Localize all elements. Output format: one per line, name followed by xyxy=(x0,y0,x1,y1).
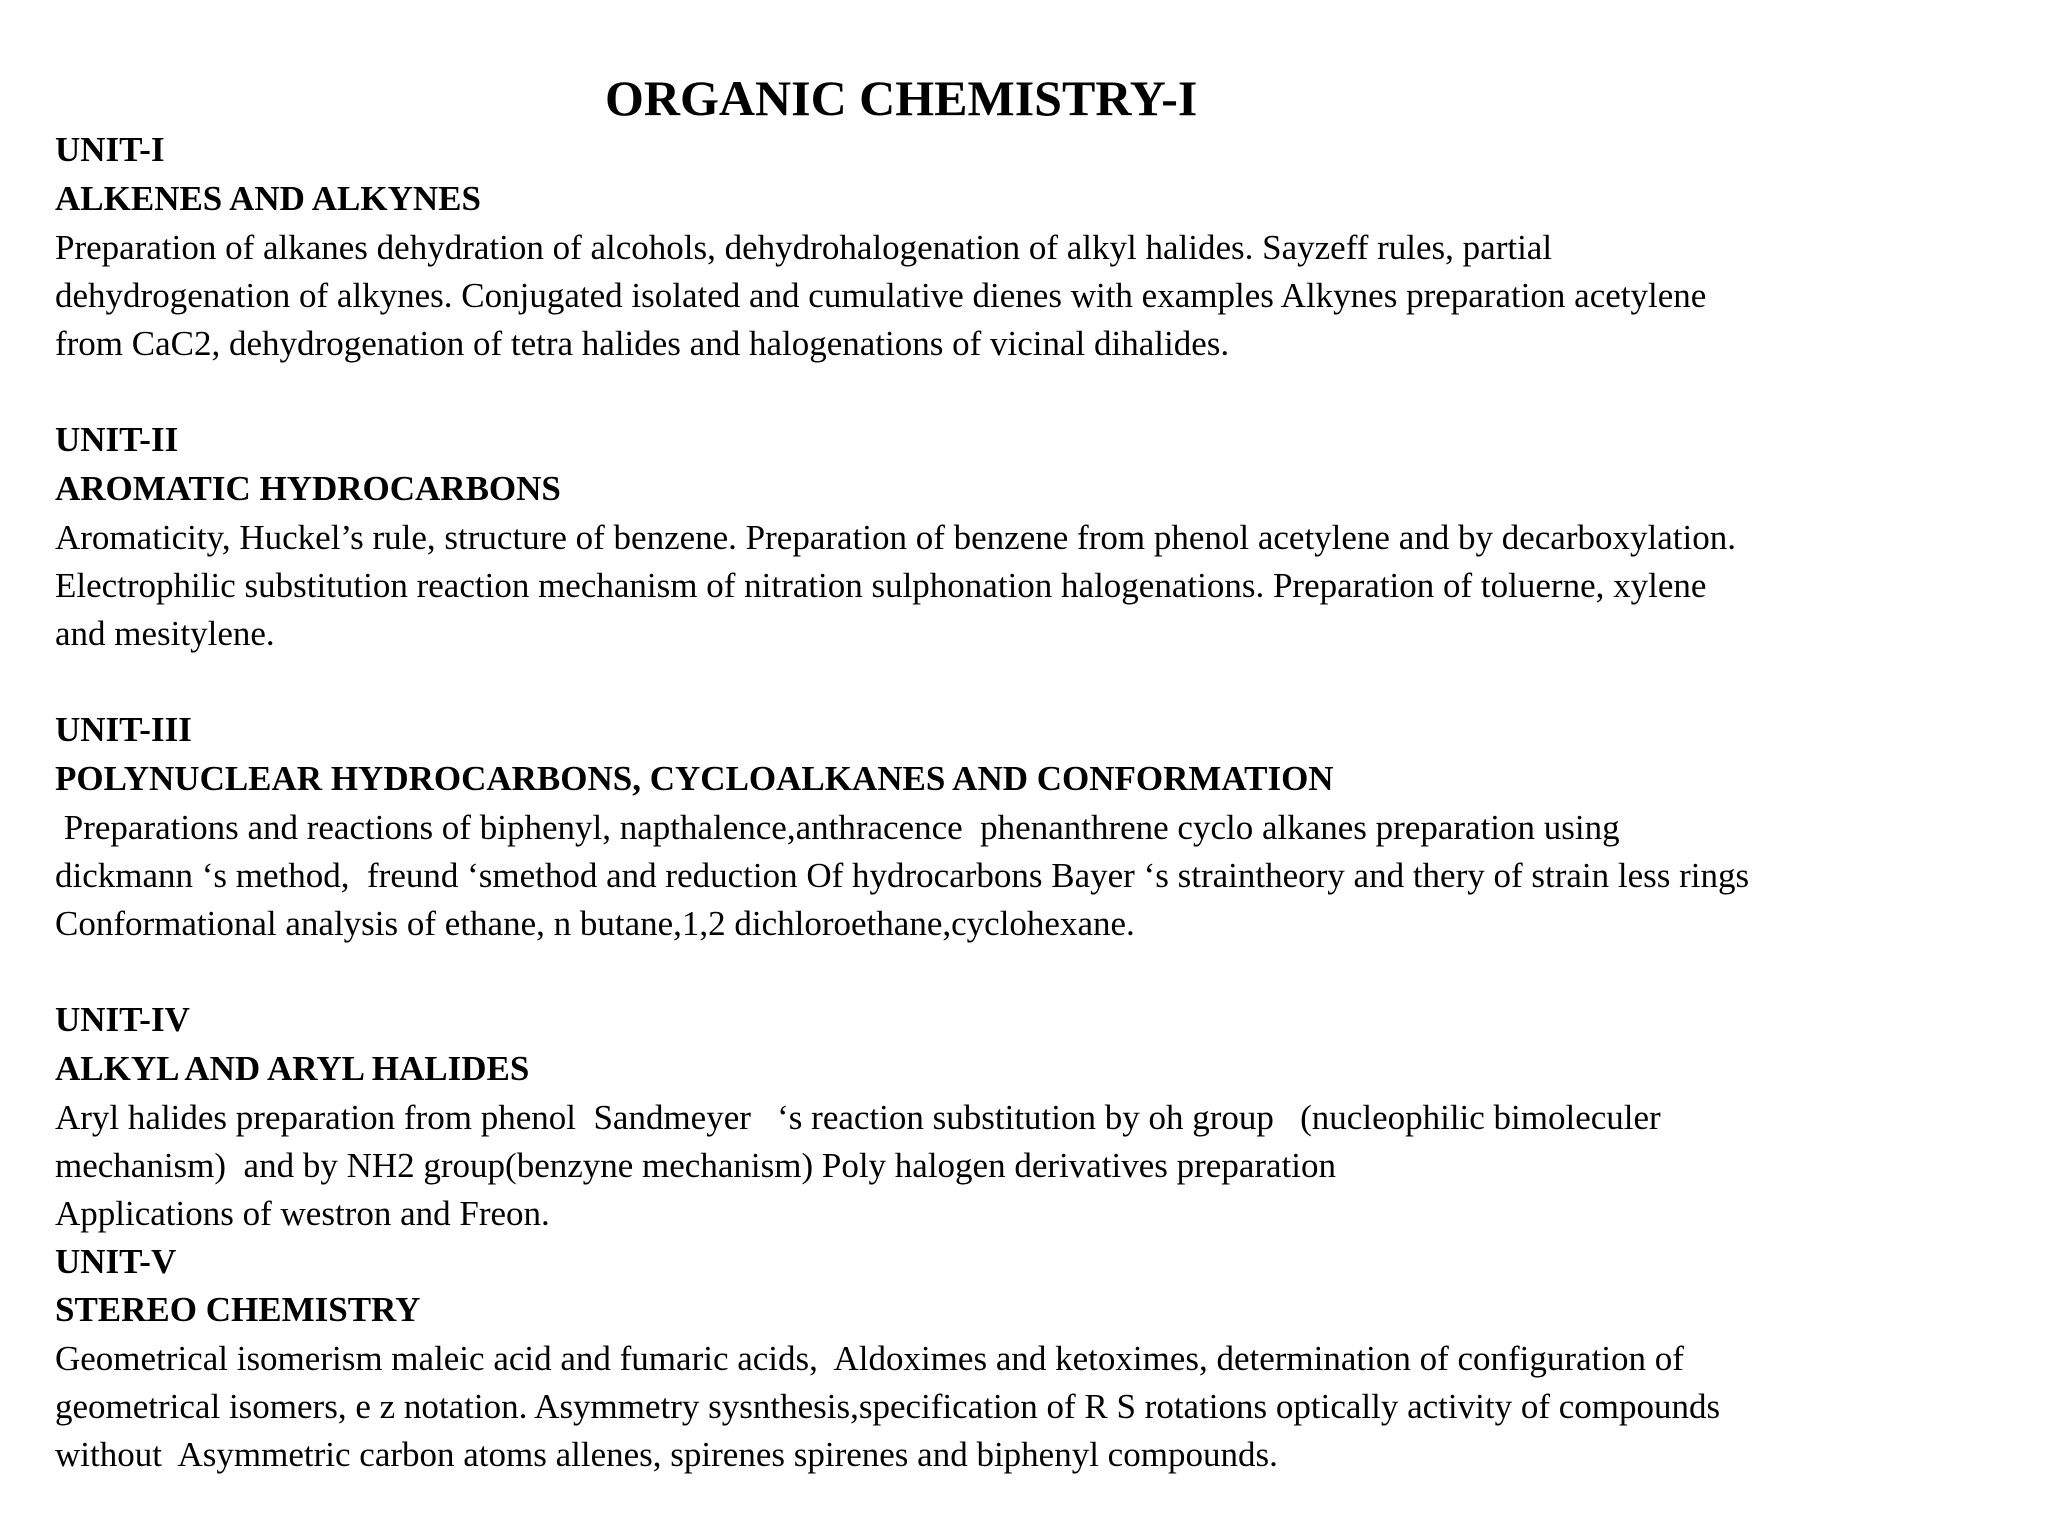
unit-label: UNIT-IV xyxy=(55,1000,190,1039)
unit-label: UNIT-V xyxy=(55,1242,177,1281)
unit-body-line: without Asymmetric carbon atoms allenes, spirenes spirenes and biphenyl compounds. xyxy=(55,1435,1278,1474)
unit-heading: AROMATIC HYDROCARBONS xyxy=(55,469,561,508)
unit-body-line: Geometrical isomerism maleic acid and fumaric acids, Aldoximes and ketoximes, determination of configuration of xyxy=(55,1339,1684,1378)
unit-body-line: Aromaticity, Huckel’s rule, structure of benzene. Preparation of benzene from phenol acetylene and by decarboxylation. xyxy=(55,518,1736,557)
unit-heading: POLYNUCLEAR HYDROCARBONS, CYCLOALKANES AND CONFORMATION xyxy=(55,759,1334,798)
unit-body-line: mechanism) and by NH2 group(benzyne mechanism) Poly halogen derivatives preparation xyxy=(55,1146,1337,1185)
unit-body-line: Aryl halides preparation from phenol Sandmeyer ‘s reaction substitution by oh group (nucleophilic bimoleculer xyxy=(55,1098,1661,1137)
unit-heading: STEREO CHEMISTRY xyxy=(55,1290,421,1329)
unit-heading: ALKYL AND ARYL HALIDES xyxy=(55,1049,530,1088)
unit-body-line: Preparations and reactions of biphenyl, napthalence,anthracence phenanthrene cyclo alkanes preparation using xyxy=(55,808,1620,847)
unit-body-line: Conformational analysis of ethane, n butane,1,2 dichloroethane,cyclohexane. xyxy=(55,904,1135,943)
unit-heading: ALKENES AND ALKYNES xyxy=(55,179,481,218)
unit-body-line: dickmann ‘s method, freund ‘smethod and reduction Of hydrocarbons Bayer ‘s straintheory and thery of strain less rings xyxy=(55,856,1750,895)
unit-label: UNIT-III xyxy=(55,710,192,749)
unit-body-line: Applications of westron and Freon. xyxy=(55,1194,550,1233)
unit-body-line: from CaC2, dehydrogenation of tetra halides and halogenations of vicinal dihalides. xyxy=(55,324,1230,363)
unit-body-line: dehydrogenation of alkynes. Conjugated isolated and cumulative dienes with examples Alkynes preparation acetylene xyxy=(55,276,1707,315)
unit-body-line: geometrical isomers, e z notation. Asymmetry sysnthesis,specification of R S rotations optically activity of compounds xyxy=(55,1387,1721,1426)
document-title: ORGANIC CHEMISTRY-I xyxy=(605,70,1198,126)
unit-label: UNIT-II xyxy=(55,420,179,459)
unit-label: UNIT-I xyxy=(55,130,165,169)
unit-body-line: Electrophilic substitution reaction mechanism of nitration sulphonation halogenations. Preparation of toluerne, xylene xyxy=(55,566,1707,605)
unit-body-line: Preparation of alkanes dehydration of alcohols, dehydrohalogenation of alkyl halides. Sayzeff rules, partial xyxy=(55,228,1553,267)
unit-body-line: and mesitylene. xyxy=(55,614,275,653)
